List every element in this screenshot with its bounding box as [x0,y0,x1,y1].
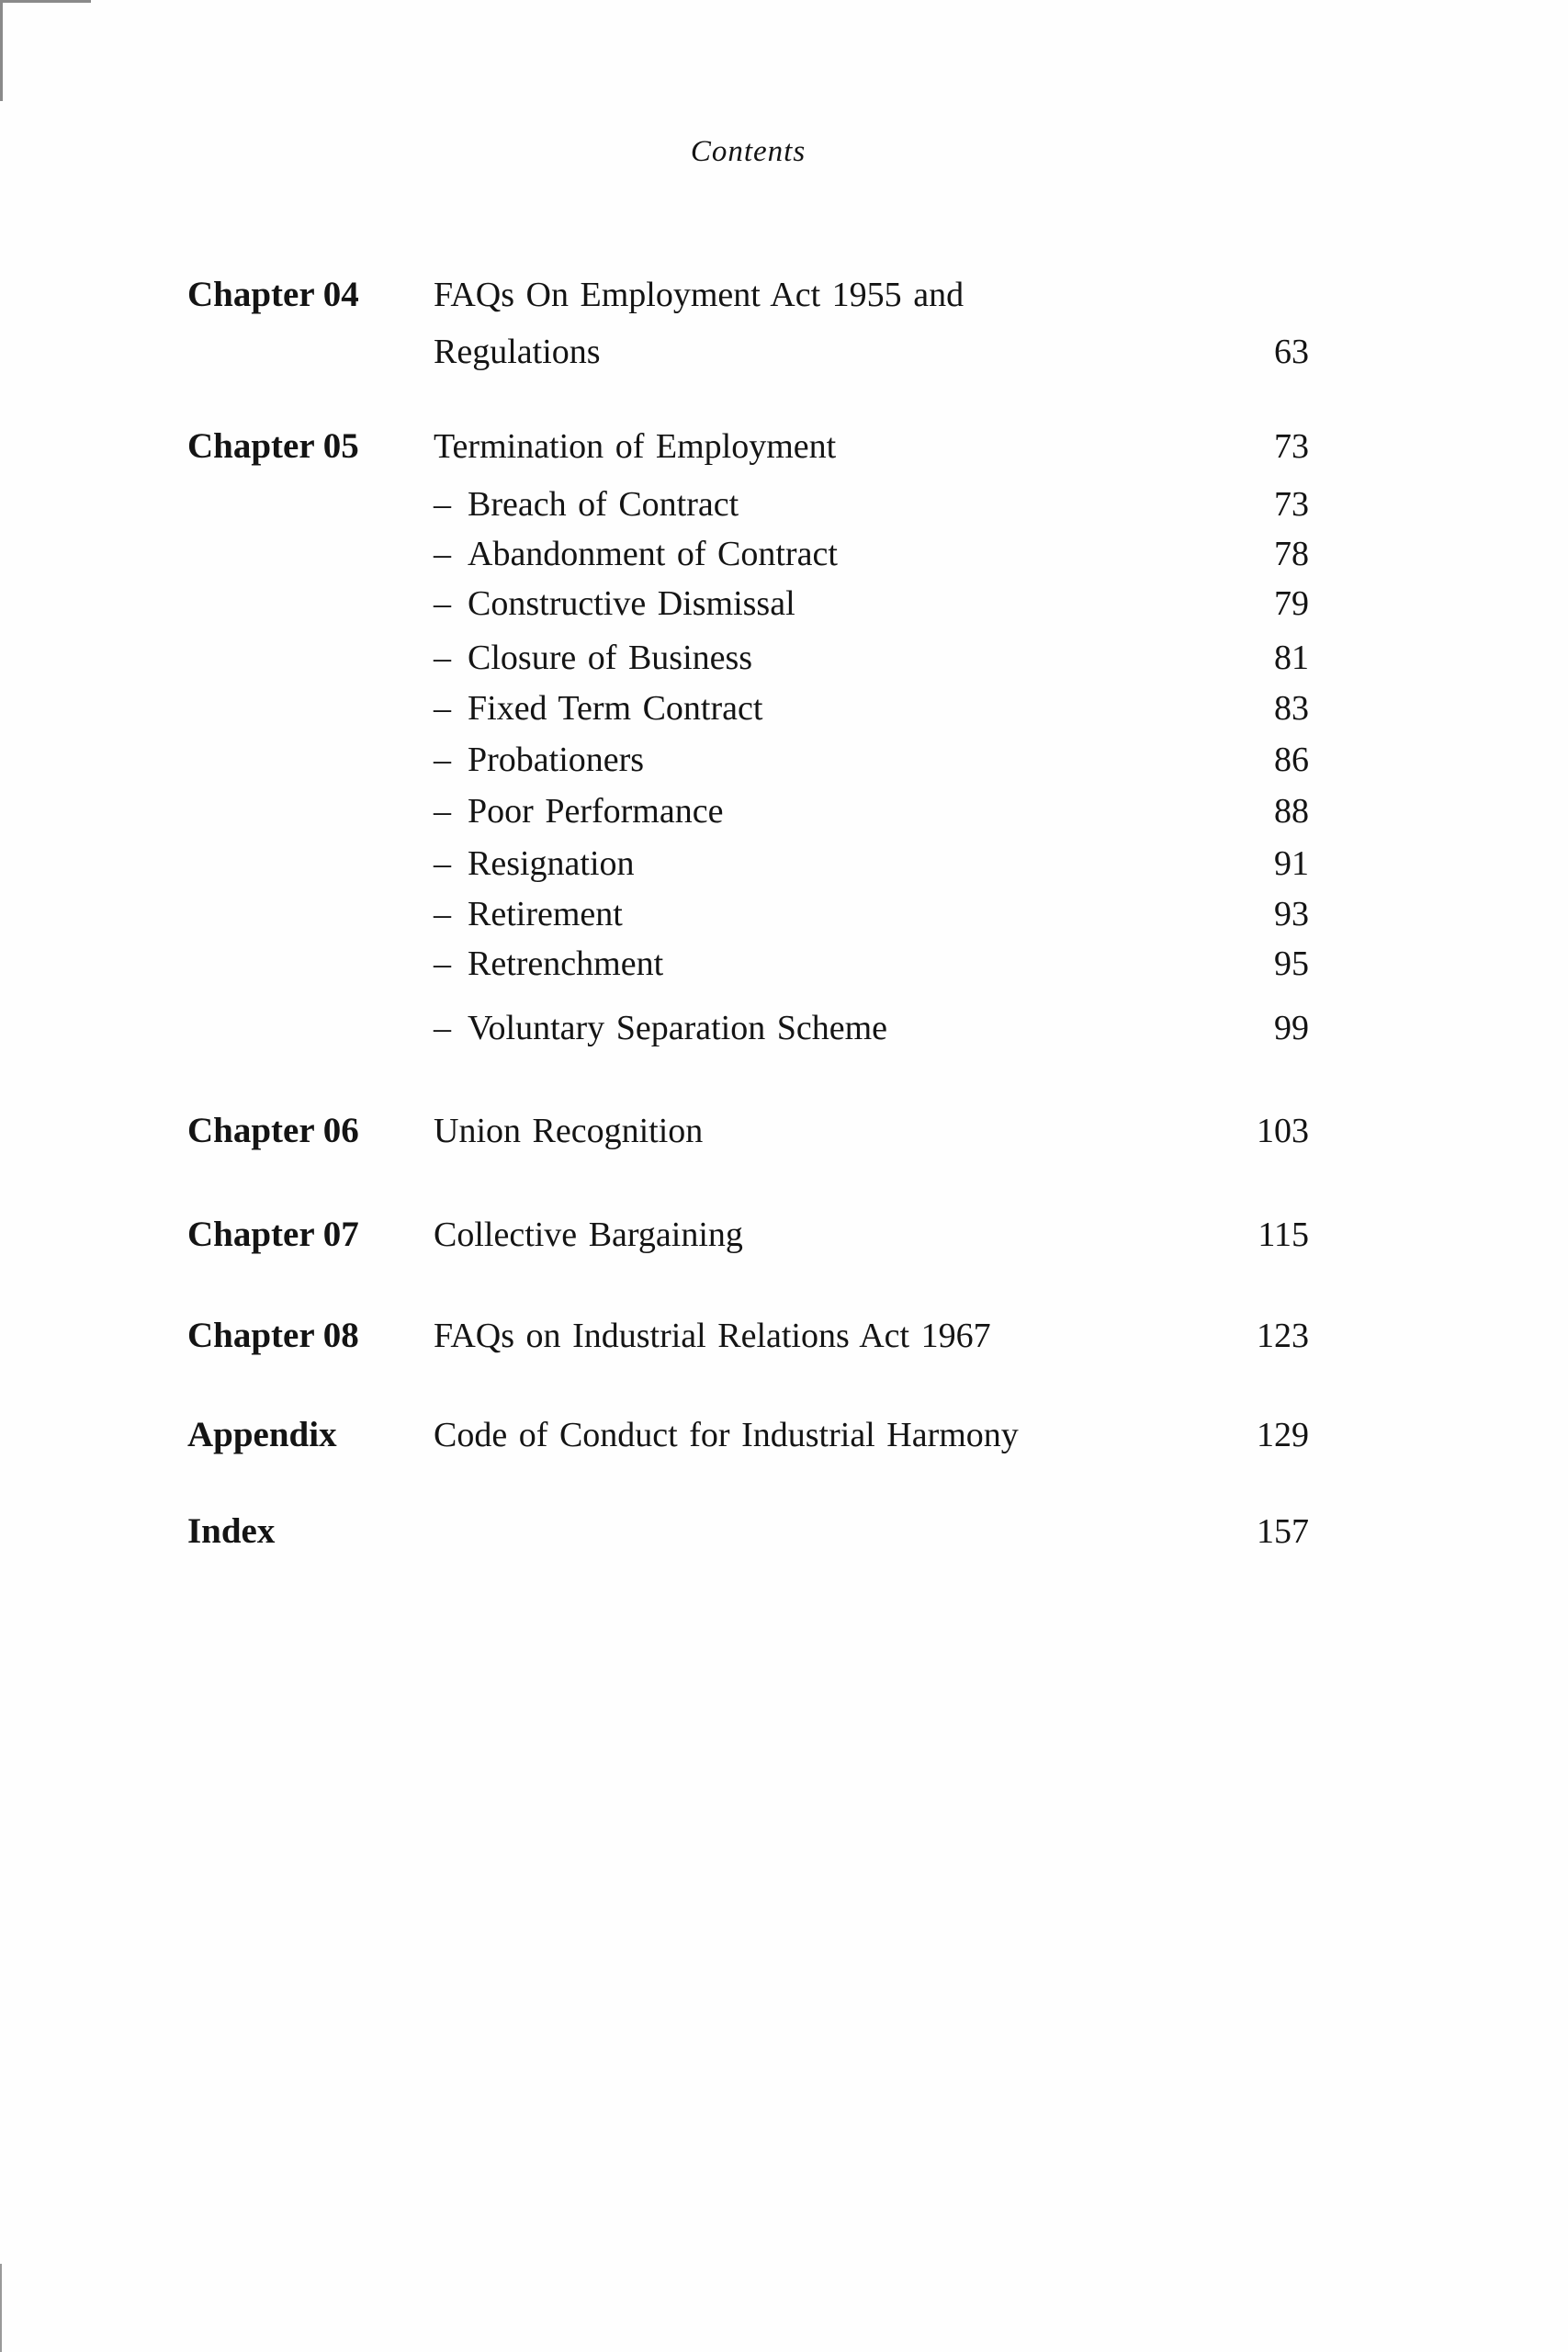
chapter-label: Chapter 06 [187,1111,359,1150]
subentry-title: Voluntary Separation Scheme [468,1009,888,1047]
page-number: 129 [1257,1416,1309,1454]
page-number: 99 [1274,1009,1309,1047]
entry-title-line-2: Regulations [434,333,601,371]
chapter-label: Appendix [187,1415,337,1454]
entry-title: Union Recognition [434,1112,704,1150]
toc-subentry [187,530,1309,578]
toc-entry-chapter-06 [187,1107,1309,1155]
chapter-label: Chapter 07 [187,1215,359,1254]
subentry-title: Poor Performance [468,792,724,831]
toc-subentry [187,840,1309,888]
chapter-label: Chapter 05 [187,426,359,466]
subentry-title: Retrenchment [468,944,664,983]
page-number: 78 [1274,535,1309,573]
page-number: 88 [1274,792,1309,831]
page-number: 95 [1274,944,1309,983]
subentry-dash: – [434,1009,451,1047]
entry-title: FAQs on Industrial Relations Act 1967 [434,1317,991,1355]
subentry-title: Fixed Term Contract [468,689,763,728]
subentry-dash: – [434,535,451,573]
subentry-dash: – [434,485,451,524]
page-number: 115 [1258,1216,1309,1254]
subentry-title: Retirement [468,895,623,933]
page-number: 103 [1257,1112,1309,1150]
toc-entry-chapter-07 [187,1211,1309,1259]
page-number: 93 [1274,895,1309,933]
chapter-label: Chapter 08 [187,1316,359,1355]
toc-entry-index [187,1508,1309,1555]
subentry-title: Constructive Dismissal [468,584,795,623]
page-number: 63 [1274,333,1309,371]
page-number: 73 [1274,485,1309,524]
page-number: 79 [1274,584,1309,623]
subentry-title: Resignation [468,844,635,883]
subentry-dash: – [434,639,451,677]
toc-subentry [187,481,1309,528]
toc-subentry [187,580,1309,628]
entry-title: Termination of Employment [434,427,837,466]
page-number: 86 [1274,741,1309,779]
entry-title: Collective Bargaining [434,1216,743,1254]
toc-subentry [187,736,1309,784]
entry-title [434,266,1217,380]
page-number: 157 [1257,1512,1309,1551]
scan-artifact-top-line [0,0,91,3]
page-number: 73 [1274,427,1309,466]
page-title: Contents [690,135,807,168]
chapter-label: Index [187,1511,276,1551]
entry-title-line-1: FAQs On Employment Act 1955 and [434,276,964,314]
page-number: 83 [1274,689,1309,728]
toc-entry-chapter-04 [187,266,1309,380]
subentry-title: Abandonment of Contract [468,535,838,573]
subentry-dash: – [434,792,451,831]
subentry-title: Closure of Business [468,639,753,677]
subentry-dash: – [434,689,451,728]
toc-subentry [187,787,1309,835]
scan-artifact-left-line-top [0,0,3,101]
subentry-dash: – [434,584,451,623]
scan-artifact-left-line-bottom [0,2264,2,2352]
chapter-label: Chapter 04 [187,275,359,314]
toc-subentry [187,684,1309,732]
page-number: 123 [1257,1317,1309,1355]
toc-subentry [187,890,1309,938]
subentry-dash: – [434,895,451,933]
page-number: 91 [1274,844,1309,883]
toc-subentry [187,634,1309,682]
page-number: 81 [1274,639,1309,677]
subentry-dash: – [434,844,451,883]
subentry-title: Breach of Contract [468,485,739,524]
toc-entry-chapter-08 [187,1312,1309,1360]
subentry-dash: – [434,741,451,779]
toc-subentry [187,1004,1309,1052]
toc-entry-chapter-05 [187,423,1309,470]
toc-entry-appendix [187,1411,1309,1459]
subentry-title: Probationers [468,741,645,779]
subentry-dash: – [434,944,451,983]
toc-subentry [187,940,1309,988]
entry-title: Code of Conduct for Industrial Harmony [434,1416,1019,1454]
